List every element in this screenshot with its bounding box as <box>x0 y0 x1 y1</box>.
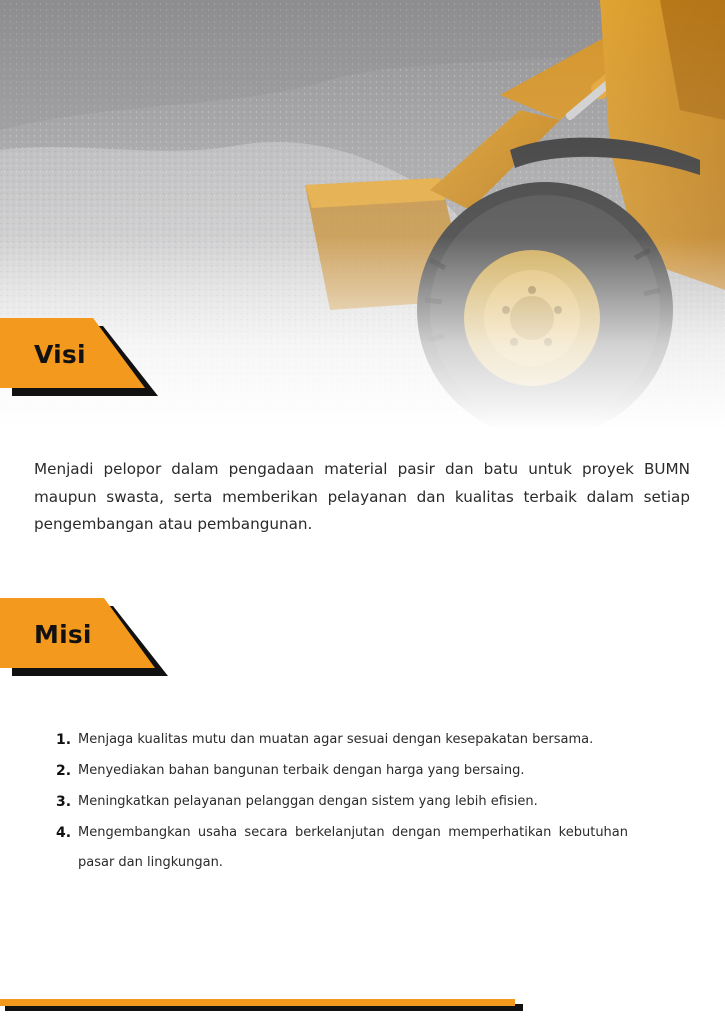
list-item <box>56 760 628 782</box>
list-number: 4. <box>56 825 72 841</box>
misi-list <box>56 729 628 887</box>
list-text: Mengembangkan usaha secara berkelanjutan dengan memperhatikan kebutuhan pasar dan lingkungan. <box>78 825 628 870</box>
misi-heading-tag <box>0 598 170 680</box>
list-item <box>56 791 628 813</box>
visi-heading: Visi <box>34 340 86 369</box>
misi-heading: Misi <box>34 620 92 649</box>
list-text: Menyediakan bahan bangunan terbaik dengan harga yang bersaing. <box>78 763 525 778</box>
visi-heading-tag <box>0 318 160 400</box>
footer-divider <box>0 999 525 1013</box>
list-number: 2. <box>56 763 72 779</box>
list-number: 1. <box>56 732 72 748</box>
visi-body: Menjadi pelopor dalam pengadaan material pasir dan batu untuk proyek BUMN maupun swasta, serta memberikan pelayanan dan kualitas terbaik dalam setiap pengembangan atau pembangunan. <box>34 460 690 533</box>
list-number: 3. <box>56 794 72 810</box>
list-text: Menjaga kualitas mutu dan muatan agar sesuai dengan kesepakatan bersama. <box>78 732 594 747</box>
list-item <box>56 729 628 751</box>
list-item <box>56 822 628 878</box>
list-text: Meningkatkan pelayanan pelanggan dengan sistem yang lebih efisien. <box>78 794 538 809</box>
